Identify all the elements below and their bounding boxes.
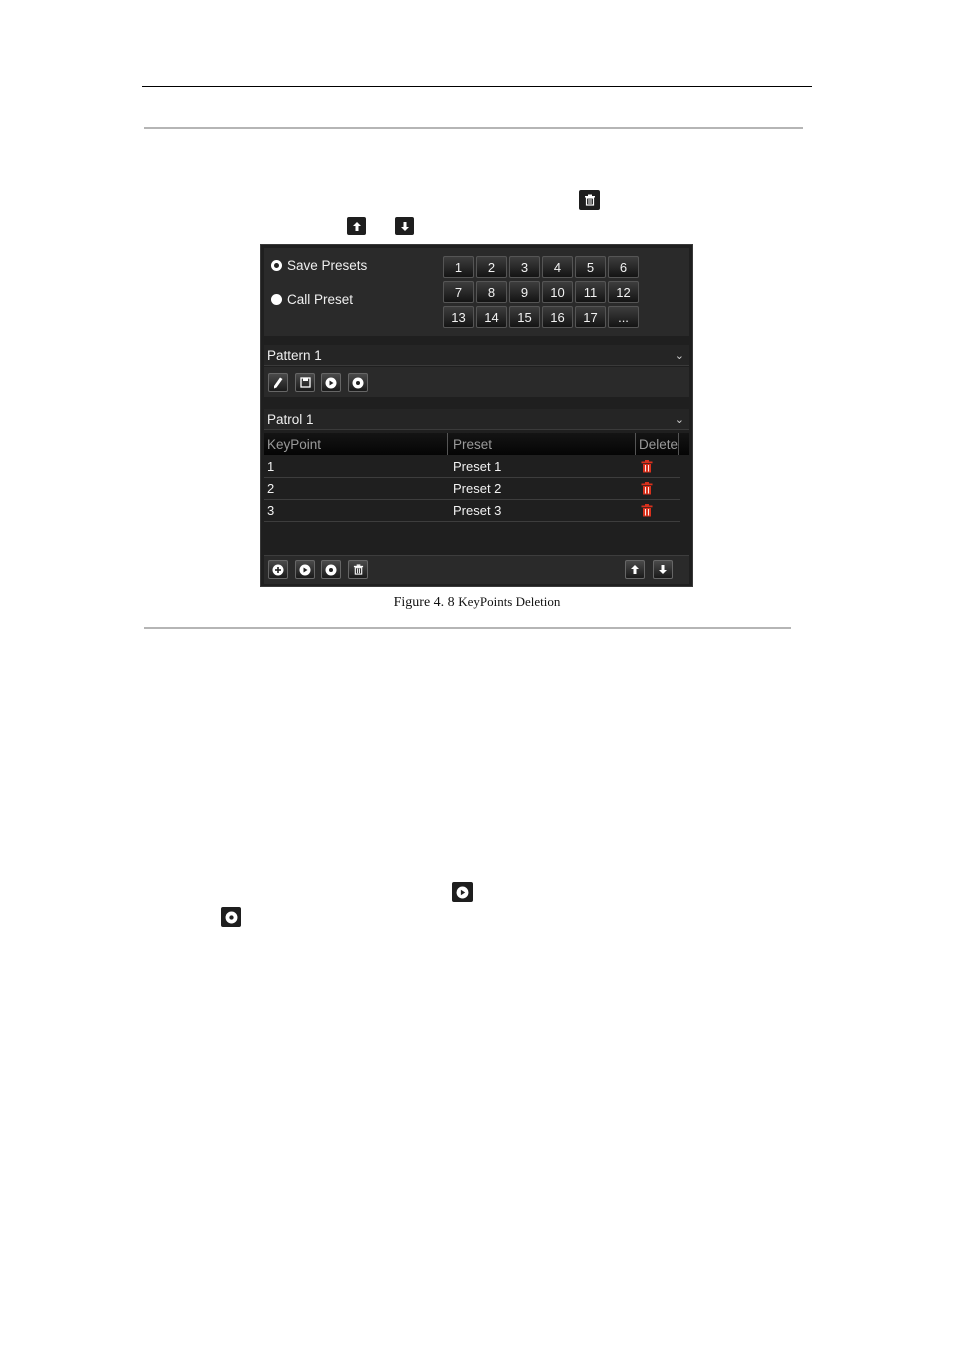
pattern-play-button[interactable] (321, 373, 341, 392)
patrol-stop-button[interactable] (321, 560, 341, 579)
play-icon (452, 882, 473, 902)
column-delete[interactable]: Delete (636, 433, 679, 455)
keypoint-table-header (264, 433, 689, 455)
patrol-toolbar (264, 555, 689, 584)
ptz-panel (260, 244, 693, 587)
pattern-edit-button[interactable] (268, 373, 288, 392)
preset-button-14[interactable]: 14 (476, 306, 507, 328)
delete-icon[interactable] (641, 504, 653, 517)
stop-icon (352, 377, 364, 389)
column-keypoint[interactable]: KeyPoint (264, 433, 448, 455)
patrol-select-value: Patrol 1 (267, 411, 314, 427)
save-presets-radio[interactable] (271, 258, 367, 273)
delete-icon (353, 564, 364, 575)
keypoint-cell: 1 (267, 459, 275, 474)
add-icon (272, 564, 284, 576)
preset-button-4[interactable]: 4 (542, 256, 573, 278)
radio-selected-icon (271, 260, 282, 271)
preset-button-17[interactable]: 17 (575, 306, 606, 328)
preset-button-grid (443, 256, 639, 328)
pencil-icon (273, 377, 283, 389)
pattern-save-button[interactable] (295, 373, 315, 392)
preset-more-button[interactable]: ... (608, 306, 639, 328)
keypoint-cell: 3 (267, 503, 275, 518)
preset-button-8[interactable]: 8 (476, 281, 507, 303)
up-arrow-icon (630, 564, 640, 575)
figure-caption-text: KeyPoints Deletion (458, 594, 561, 609)
save-icon (300, 377, 311, 388)
preset-button-5[interactable]: 5 (575, 256, 606, 278)
preset-button-15[interactable]: 15 (509, 306, 540, 328)
preset-cell: Preset 2 (453, 481, 502, 496)
move-up-button[interactable] (625, 560, 645, 579)
patrol-select[interactable] (264, 409, 689, 430)
chevron-down-icon: ⌄ (674, 349, 684, 362)
column-preset[interactable]: Preset (448, 433, 636, 455)
pattern-select-value: Pattern 1 (267, 347, 322, 363)
preset-button-1[interactable]: 1 (443, 256, 474, 278)
down-arrow-icon (395, 217, 414, 235)
save-presets-label: Save Presets (287, 258, 368, 273)
preset-button-7[interactable]: 7 (443, 281, 474, 303)
delete-icon[interactable] (641, 482, 653, 495)
radio-unselected-icon (271, 294, 282, 305)
table-row[interactable] (264, 478, 680, 500)
preset-cell: Preset 1 (453, 459, 502, 474)
move-down-button[interactable] (653, 560, 673, 579)
call-preset-label: Call Preset (287, 292, 354, 307)
preset-button-13[interactable]: 13 (443, 306, 474, 328)
pattern-toolbar (264, 367, 689, 397)
table-row[interactable] (264, 500, 680, 522)
pattern-stop-button[interactable] (348, 373, 368, 392)
down-arrow-icon (658, 564, 668, 575)
stop-icon (325, 564, 337, 576)
preset-button-3[interactable]: 3 (509, 256, 540, 278)
patrol-play-button[interactable] (295, 560, 315, 579)
section-top-rule (144, 127, 803, 129)
preset-button-11[interactable]: 11 (575, 281, 606, 303)
up-arrow-icon (347, 217, 366, 235)
section-bottom-rule (144, 627, 791, 629)
add-keypoint-button[interactable] (268, 560, 288, 579)
delete-icon (579, 190, 600, 210)
header-spacer (679, 433, 689, 455)
preset-button-10[interactable]: 10 (542, 281, 573, 303)
call-preset-radio[interactable] (271, 292, 353, 307)
keypoint-cell: 2 (267, 481, 275, 496)
pattern-select[interactable] (264, 345, 689, 366)
delete-icon[interactable] (641, 460, 653, 473)
preset-button-9[interactable]: 9 (509, 281, 540, 303)
preset-button-2[interactable]: 2 (476, 256, 507, 278)
chevron-down-icon: ⌄ (674, 413, 684, 426)
table-row[interactable] (264, 456, 680, 478)
preset-button-16[interactable]: 16 (542, 306, 573, 328)
play-icon (325, 377, 337, 389)
figure-caption-prefix: Figure 4. 8 (393, 595, 455, 610)
preset-section (264, 248, 689, 336)
preset-button-6[interactable]: 6 (608, 256, 639, 278)
play-icon (299, 564, 311, 576)
delete-all-button[interactable] (348, 560, 368, 579)
header-rule (142, 86, 812, 87)
figure-caption (0, 594, 954, 611)
preset-button-12[interactable]: 12 (608, 281, 639, 303)
preset-cell: Preset 3 (453, 503, 502, 518)
stop-icon (221, 907, 241, 927)
